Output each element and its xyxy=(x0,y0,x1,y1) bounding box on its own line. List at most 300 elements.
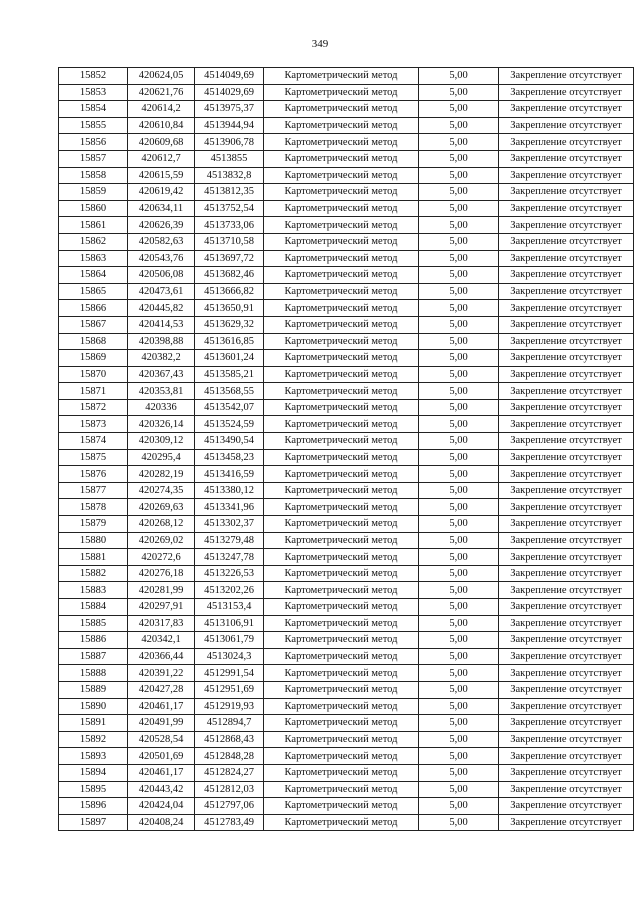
point-number-cell: 15852 xyxy=(59,68,128,85)
method-cell: Картометрический метод xyxy=(264,300,419,317)
x-coordinate-cell: 420614,2 xyxy=(128,101,195,118)
point-number-cell: 15856 xyxy=(59,134,128,151)
table-row xyxy=(59,632,634,649)
point-number-cell: 15882 xyxy=(59,565,128,582)
x-coordinate-cell: 420353,81 xyxy=(128,383,195,400)
point-number-cell: 15896 xyxy=(59,798,128,815)
y-coordinate-cell: 4513024,3 xyxy=(195,648,264,665)
method-cell: Картометрический метод xyxy=(264,632,419,649)
point-number-cell: 15889 xyxy=(59,681,128,698)
y-coordinate-cell: 4513812,35 xyxy=(195,184,264,201)
accuracy-cell: 5,00 xyxy=(419,516,499,533)
method-cell: Картометрический метод xyxy=(264,449,419,466)
point-number-cell: 15878 xyxy=(59,499,128,516)
y-coordinate-cell: 4513629,32 xyxy=(195,316,264,333)
table-row xyxy=(59,101,634,118)
method-cell: Картометрический метод xyxy=(264,599,419,616)
table-row xyxy=(59,648,634,665)
method-cell: Картометрический метод xyxy=(264,499,419,516)
point-number-cell: 15868 xyxy=(59,333,128,350)
point-number-cell: 15891 xyxy=(59,715,128,732)
point-number-cell: 15864 xyxy=(59,267,128,284)
method-cell: Картометрический метод xyxy=(264,333,419,350)
x-coordinate-cell: 420528,54 xyxy=(128,731,195,748)
accuracy-cell: 5,00 xyxy=(419,233,499,250)
x-coordinate-cell: 420443,42 xyxy=(128,781,195,798)
table-row xyxy=(59,764,634,781)
point-number-cell: 15875 xyxy=(59,449,128,466)
table-row xyxy=(59,383,634,400)
fixation-cell: Закрепление отсутствует xyxy=(499,648,634,665)
y-coordinate-cell: 4513247,78 xyxy=(195,549,264,566)
table-row xyxy=(59,499,634,516)
point-number-cell: 15865 xyxy=(59,283,128,300)
table-row xyxy=(59,748,634,765)
table-row xyxy=(59,399,634,416)
x-coordinate-cell: 420501,69 xyxy=(128,748,195,765)
table-row xyxy=(59,416,634,433)
point-number-cell: 15892 xyxy=(59,731,128,748)
point-number-cell: 15883 xyxy=(59,582,128,599)
point-number-cell: 15887 xyxy=(59,648,128,665)
point-number-cell: 15895 xyxy=(59,781,128,798)
y-coordinate-cell: 4513061,79 xyxy=(195,632,264,649)
fixation-cell: Закрепление отсутствует xyxy=(499,582,634,599)
y-coordinate-cell: 4513380,12 xyxy=(195,482,264,499)
table-row xyxy=(59,184,634,201)
fixation-cell: Закрепление отсутствует xyxy=(499,499,634,516)
point-number-cell: 15876 xyxy=(59,466,128,483)
fixation-cell: Закрепление отсутствует xyxy=(499,416,634,433)
point-number-cell: 15885 xyxy=(59,615,128,632)
method-cell: Картометрический метод xyxy=(264,217,419,234)
method-cell: Картометрический метод xyxy=(264,516,419,533)
table-row xyxy=(59,316,634,333)
table-row xyxy=(59,449,634,466)
table-row xyxy=(59,84,634,101)
table-row xyxy=(59,267,634,284)
table-row xyxy=(59,366,634,383)
x-coordinate-cell: 420295,4 xyxy=(128,449,195,466)
table-row xyxy=(59,814,634,831)
fixation-cell: Закрепление отсутствует xyxy=(499,101,634,118)
table-row xyxy=(59,482,634,499)
y-coordinate-cell: 4513585,21 xyxy=(195,366,264,383)
point-number-cell: 15886 xyxy=(59,632,128,649)
method-cell: Картометрический метод xyxy=(264,316,419,333)
y-coordinate-cell: 4512783,49 xyxy=(195,814,264,831)
point-number-cell: 15897 xyxy=(59,814,128,831)
x-coordinate-cell: 420309,12 xyxy=(128,433,195,450)
y-coordinate-cell: 4513906,78 xyxy=(195,134,264,151)
method-cell: Картометрический метод xyxy=(264,184,419,201)
accuracy-cell: 5,00 xyxy=(419,781,499,798)
x-coordinate-cell: 420414,53 xyxy=(128,316,195,333)
y-coordinate-cell: 4513666,82 xyxy=(195,283,264,300)
method-cell: Картометрический метод xyxy=(264,117,419,134)
point-number-cell: 15879 xyxy=(59,516,128,533)
method-cell: Картометрический метод xyxy=(264,482,419,499)
fixation-cell: Закрепление отсутствует xyxy=(499,150,634,167)
table-row xyxy=(59,565,634,582)
y-coordinate-cell: 4513226,53 xyxy=(195,565,264,582)
x-coordinate-cell: 420506,08 xyxy=(128,267,195,284)
accuracy-cell: 5,00 xyxy=(419,698,499,715)
y-coordinate-cell: 4513302,37 xyxy=(195,516,264,533)
method-cell: Картометрический метод xyxy=(264,283,419,300)
fixation-cell: Закрепление отсутствует xyxy=(499,681,634,698)
fixation-cell: Закрепление отсутствует xyxy=(499,117,634,134)
method-cell: Картометрический метод xyxy=(264,615,419,632)
y-coordinate-cell: 4513710,58 xyxy=(195,233,264,250)
accuracy-cell: 5,00 xyxy=(419,648,499,665)
accuracy-cell: 5,00 xyxy=(419,416,499,433)
point-number-cell: 15857 xyxy=(59,150,128,167)
fixation-cell: Закрепление отсутствует xyxy=(499,632,634,649)
y-coordinate-cell: 4514029,69 xyxy=(195,84,264,101)
point-number-cell: 15859 xyxy=(59,184,128,201)
accuracy-cell: 5,00 xyxy=(419,300,499,317)
fixation-cell: Закрепление отсутствует xyxy=(499,399,634,416)
accuracy-cell: 5,00 xyxy=(419,582,499,599)
x-coordinate-cell: 420297,91 xyxy=(128,599,195,616)
y-coordinate-cell: 4513616,85 xyxy=(195,333,264,350)
x-coordinate-cell: 420336 xyxy=(128,399,195,416)
y-coordinate-cell: 4513682,46 xyxy=(195,267,264,284)
method-cell: Картометрический метод xyxy=(264,565,419,582)
fixation-cell: Закрепление отсутствует xyxy=(499,764,634,781)
fixation-cell: Закрепление отсутствует xyxy=(499,267,634,284)
x-coordinate-cell: 420445,82 xyxy=(128,300,195,317)
table-row xyxy=(59,466,634,483)
accuracy-cell: 5,00 xyxy=(419,117,499,134)
fixation-cell: Закрепление отсутствует xyxy=(499,68,634,85)
method-cell: Картометрический метод xyxy=(264,731,419,748)
method-cell: Картометрический метод xyxy=(264,715,419,732)
table-row xyxy=(59,582,634,599)
table-row xyxy=(59,665,634,682)
fixation-cell: Закрепление отсутствует xyxy=(499,565,634,582)
fixation-cell: Закрепление отсутствует xyxy=(499,283,634,300)
fixation-cell: Закрепление отсутствует xyxy=(499,449,634,466)
point-number-cell: 15861 xyxy=(59,217,128,234)
accuracy-cell: 5,00 xyxy=(419,565,499,582)
fixation-cell: Закрепление отсутствует xyxy=(499,599,634,616)
point-number-cell: 15860 xyxy=(59,200,128,217)
x-coordinate-cell: 420281,99 xyxy=(128,582,195,599)
x-coordinate-cell: 420615,59 xyxy=(128,167,195,184)
table-row xyxy=(59,532,634,549)
table-row xyxy=(59,250,634,267)
y-coordinate-cell: 4513524,59 xyxy=(195,416,264,433)
fixation-cell: Закрепление отсутствует xyxy=(499,532,634,549)
y-coordinate-cell: 4513568,55 xyxy=(195,383,264,400)
accuracy-cell: 5,00 xyxy=(419,731,499,748)
fixation-cell: Закрепление отсутствует xyxy=(499,516,634,533)
table-row xyxy=(59,599,634,616)
method-cell: Картометрический метод xyxy=(264,798,419,815)
method-cell: Картометрический метод xyxy=(264,698,419,715)
method-cell: Картометрический метод xyxy=(264,781,419,798)
fixation-cell: Закрепление отсутствует xyxy=(499,698,634,715)
method-cell: Картометрический метод xyxy=(264,167,419,184)
x-coordinate-cell: 420624,05 xyxy=(128,68,195,85)
accuracy-cell: 5,00 xyxy=(419,217,499,234)
accuracy-cell: 5,00 xyxy=(419,267,499,284)
y-coordinate-cell: 4513697,72 xyxy=(195,250,264,267)
fixation-cell: Закрепление отсутствует xyxy=(499,200,634,217)
x-coordinate-cell: 420282,19 xyxy=(128,466,195,483)
method-cell: Картометрический метод xyxy=(264,433,419,450)
accuracy-cell: 5,00 xyxy=(419,283,499,300)
y-coordinate-cell: 4513855 xyxy=(195,150,264,167)
x-coordinate-cell: 420424,04 xyxy=(128,798,195,815)
y-coordinate-cell: 4512991,54 xyxy=(195,665,264,682)
accuracy-cell: 5,00 xyxy=(419,316,499,333)
method-cell: Картометрический метод xyxy=(264,68,419,85)
table-row xyxy=(59,283,634,300)
accuracy-cell: 5,00 xyxy=(419,499,499,516)
method-cell: Картометрический метод xyxy=(264,466,419,483)
x-coordinate-cell: 420276,18 xyxy=(128,565,195,582)
table-row xyxy=(59,715,634,732)
y-coordinate-cell: 4512868,43 xyxy=(195,731,264,748)
x-coordinate-cell: 420269,02 xyxy=(128,532,195,549)
method-cell: Картометрический метод xyxy=(264,350,419,367)
y-coordinate-cell: 4513542,07 xyxy=(195,399,264,416)
method-cell: Картометрический метод xyxy=(264,648,419,665)
point-number-cell: 15893 xyxy=(59,748,128,765)
coordinates-table xyxy=(58,67,634,831)
method-cell: Картометрический метод xyxy=(264,250,419,267)
table-row xyxy=(59,68,634,85)
point-number-cell: 15854 xyxy=(59,101,128,118)
fixation-cell: Закрепление отсутствует xyxy=(499,383,634,400)
method-cell: Картометрический метод xyxy=(264,233,419,250)
x-coordinate-cell: 420367,43 xyxy=(128,366,195,383)
y-coordinate-cell: 4513832,8 xyxy=(195,167,264,184)
x-coordinate-cell: 420408,24 xyxy=(128,814,195,831)
x-coordinate-cell: 420398,88 xyxy=(128,333,195,350)
y-coordinate-cell: 4513416,59 xyxy=(195,466,264,483)
fixation-cell: Закрепление отсутствует xyxy=(499,433,634,450)
point-number-cell: 15888 xyxy=(59,665,128,682)
table-row xyxy=(59,150,634,167)
y-coordinate-cell: 4512797,06 xyxy=(195,798,264,815)
method-cell: Картометрический метод xyxy=(264,681,419,698)
y-coordinate-cell: 4513752,54 xyxy=(195,200,264,217)
table-row xyxy=(59,117,634,134)
point-number-cell: 15880 xyxy=(59,532,128,549)
x-coordinate-cell: 420634,11 xyxy=(128,200,195,217)
point-number-cell: 15855 xyxy=(59,117,128,134)
x-coordinate-cell: 420366,44 xyxy=(128,648,195,665)
fixation-cell: Закрепление отсутствует xyxy=(499,250,634,267)
method-cell: Картометрический метод xyxy=(264,665,419,682)
x-coordinate-cell: 420461,17 xyxy=(128,764,195,781)
fixation-cell: Закрепление отсутствует xyxy=(499,134,634,151)
fixation-cell: Закрепление отсутствует xyxy=(499,615,634,632)
fixation-cell: Закрепление отсутствует xyxy=(499,316,634,333)
x-coordinate-cell: 420609,68 xyxy=(128,134,195,151)
y-coordinate-cell: 4513458,23 xyxy=(195,449,264,466)
x-coordinate-cell: 420612,7 xyxy=(128,150,195,167)
table-row xyxy=(59,134,634,151)
method-cell: Картометрический метод xyxy=(264,748,419,765)
method-cell: Картометрический метод xyxy=(264,267,419,284)
method-cell: Картометрический метод xyxy=(264,764,419,781)
y-coordinate-cell: 4513975,37 xyxy=(195,101,264,118)
fixation-cell: Закрепление отсутствует xyxy=(499,167,634,184)
table-row xyxy=(59,681,634,698)
table-row xyxy=(59,233,634,250)
fixation-cell: Закрепление отсутствует xyxy=(499,333,634,350)
fixation-cell: Закрепление отсутствует xyxy=(499,184,634,201)
accuracy-cell: 5,00 xyxy=(419,532,499,549)
point-number-cell: 15862 xyxy=(59,233,128,250)
fixation-cell: Закрепление отсутствует xyxy=(499,84,634,101)
method-cell: Картометрический метод xyxy=(264,582,419,599)
y-coordinate-cell: 4513601,24 xyxy=(195,350,264,367)
y-coordinate-cell: 4512951,69 xyxy=(195,681,264,698)
x-coordinate-cell: 420473,61 xyxy=(128,283,195,300)
x-coordinate-cell: 420621,76 xyxy=(128,84,195,101)
accuracy-cell: 5,00 xyxy=(419,798,499,815)
point-number-cell: 15858 xyxy=(59,167,128,184)
table-row xyxy=(59,615,634,632)
accuracy-cell: 5,00 xyxy=(419,333,499,350)
point-number-cell: 15866 xyxy=(59,300,128,317)
accuracy-cell: 5,00 xyxy=(419,748,499,765)
method-cell: Картометрический метод xyxy=(264,814,419,831)
table-row xyxy=(59,516,634,533)
point-number-cell: 15890 xyxy=(59,698,128,715)
accuracy-cell: 5,00 xyxy=(419,632,499,649)
method-cell: Картометрический метод xyxy=(264,101,419,118)
table-row xyxy=(59,798,634,815)
x-coordinate-cell: 420543,76 xyxy=(128,250,195,267)
point-number-cell: 15877 xyxy=(59,482,128,499)
method-cell: Картометрический метод xyxy=(264,200,419,217)
method-cell: Картометрический метод xyxy=(264,549,419,566)
x-coordinate-cell: 420382,2 xyxy=(128,350,195,367)
fixation-cell: Закрепление отсутствует xyxy=(499,300,634,317)
x-coordinate-cell: 420626,39 xyxy=(128,217,195,234)
point-number-cell: 15873 xyxy=(59,416,128,433)
x-coordinate-cell: 420269,63 xyxy=(128,499,195,516)
accuracy-cell: 5,00 xyxy=(419,615,499,632)
y-coordinate-cell: 4513944,94 xyxy=(195,117,264,134)
method-cell: Картометрический метод xyxy=(264,366,419,383)
x-coordinate-cell: 420461,17 xyxy=(128,698,195,715)
table-row xyxy=(59,781,634,798)
fixation-cell: Закрепление отсутствует xyxy=(499,466,634,483)
accuracy-cell: 5,00 xyxy=(419,466,499,483)
accuracy-cell: 5,00 xyxy=(419,715,499,732)
x-coordinate-cell: 420491,99 xyxy=(128,715,195,732)
x-coordinate-cell: 420582,63 xyxy=(128,233,195,250)
accuracy-cell: 5,00 xyxy=(419,665,499,682)
accuracy-cell: 5,00 xyxy=(419,433,499,450)
x-coordinate-cell: 420619,42 xyxy=(128,184,195,201)
method-cell: Картометрический метод xyxy=(264,416,419,433)
fixation-cell: Закрепление отсутствует xyxy=(499,366,634,383)
x-coordinate-cell: 420391,22 xyxy=(128,665,195,682)
point-number-cell: 15870 xyxy=(59,366,128,383)
accuracy-cell: 5,00 xyxy=(419,167,499,184)
table-row xyxy=(59,433,634,450)
fixation-cell: Закрепление отсутствует xyxy=(499,781,634,798)
y-coordinate-cell: 4513490,54 xyxy=(195,433,264,450)
x-coordinate-cell: 420268,12 xyxy=(128,516,195,533)
x-coordinate-cell: 420427,28 xyxy=(128,681,195,698)
y-coordinate-cell: 4512848,28 xyxy=(195,748,264,765)
accuracy-cell: 5,00 xyxy=(419,134,499,151)
y-coordinate-cell: 4514049,69 xyxy=(195,68,264,85)
accuracy-cell: 5,00 xyxy=(419,150,499,167)
x-coordinate-cell: 420326,14 xyxy=(128,416,195,433)
accuracy-cell: 5,00 xyxy=(419,449,499,466)
y-coordinate-cell: 4513153,4 xyxy=(195,599,264,616)
fixation-cell: Закрепление отсутствует xyxy=(499,549,634,566)
coordinates-table-body xyxy=(59,68,634,831)
method-cell: Картометрический метод xyxy=(264,150,419,167)
table-row xyxy=(59,350,634,367)
fixation-cell: Закрепление отсутствует xyxy=(499,715,634,732)
point-number-cell: 15869 xyxy=(59,350,128,367)
y-coordinate-cell: 4512824,27 xyxy=(195,764,264,781)
table-row xyxy=(59,200,634,217)
point-number-cell: 15894 xyxy=(59,764,128,781)
accuracy-cell: 5,00 xyxy=(419,350,499,367)
accuracy-cell: 5,00 xyxy=(419,366,499,383)
accuracy-cell: 5,00 xyxy=(419,68,499,85)
y-coordinate-cell: 4513279,48 xyxy=(195,532,264,549)
method-cell: Картометрический метод xyxy=(264,532,419,549)
point-number-cell: 15863 xyxy=(59,250,128,267)
fixation-cell: Закрепление отсутствует xyxy=(499,233,634,250)
x-coordinate-cell: 420272,6 xyxy=(128,549,195,566)
x-coordinate-cell: 420610,84 xyxy=(128,117,195,134)
y-coordinate-cell: 4512812,03 xyxy=(195,781,264,798)
fixation-cell: Закрепление отсутствует xyxy=(499,350,634,367)
accuracy-cell: 5,00 xyxy=(419,482,499,499)
accuracy-cell: 5,00 xyxy=(419,383,499,400)
page-number: 349 xyxy=(311,38,329,50)
accuracy-cell: 5,00 xyxy=(419,764,499,781)
x-coordinate-cell: 420274,35 xyxy=(128,482,195,499)
fixation-cell: Закрепление отсутствует xyxy=(499,217,634,234)
accuracy-cell: 5,00 xyxy=(419,200,499,217)
y-coordinate-cell: 4513650,91 xyxy=(195,300,264,317)
accuracy-cell: 5,00 xyxy=(419,399,499,416)
y-coordinate-cell: 4512919,93 xyxy=(195,698,264,715)
y-coordinate-cell: 4513106,91 xyxy=(195,615,264,632)
point-number-cell: 15871 xyxy=(59,383,128,400)
fixation-cell: Закрепление отсутствует xyxy=(499,665,634,682)
point-number-cell: 15884 xyxy=(59,599,128,616)
table-row xyxy=(59,731,634,748)
point-number-cell: 15881 xyxy=(59,549,128,566)
accuracy-cell: 5,00 xyxy=(419,250,499,267)
fixation-cell: Закрепление отсутствует xyxy=(499,748,634,765)
y-coordinate-cell: 4513341,96 xyxy=(195,499,264,516)
method-cell: Картометрический метод xyxy=(264,84,419,101)
y-coordinate-cell: 4513202,26 xyxy=(195,582,264,599)
fixation-cell: Закрепление отсутствует xyxy=(499,814,634,831)
fixation-cell: Закрепление отсутствует xyxy=(499,798,634,815)
table-row xyxy=(59,549,634,566)
